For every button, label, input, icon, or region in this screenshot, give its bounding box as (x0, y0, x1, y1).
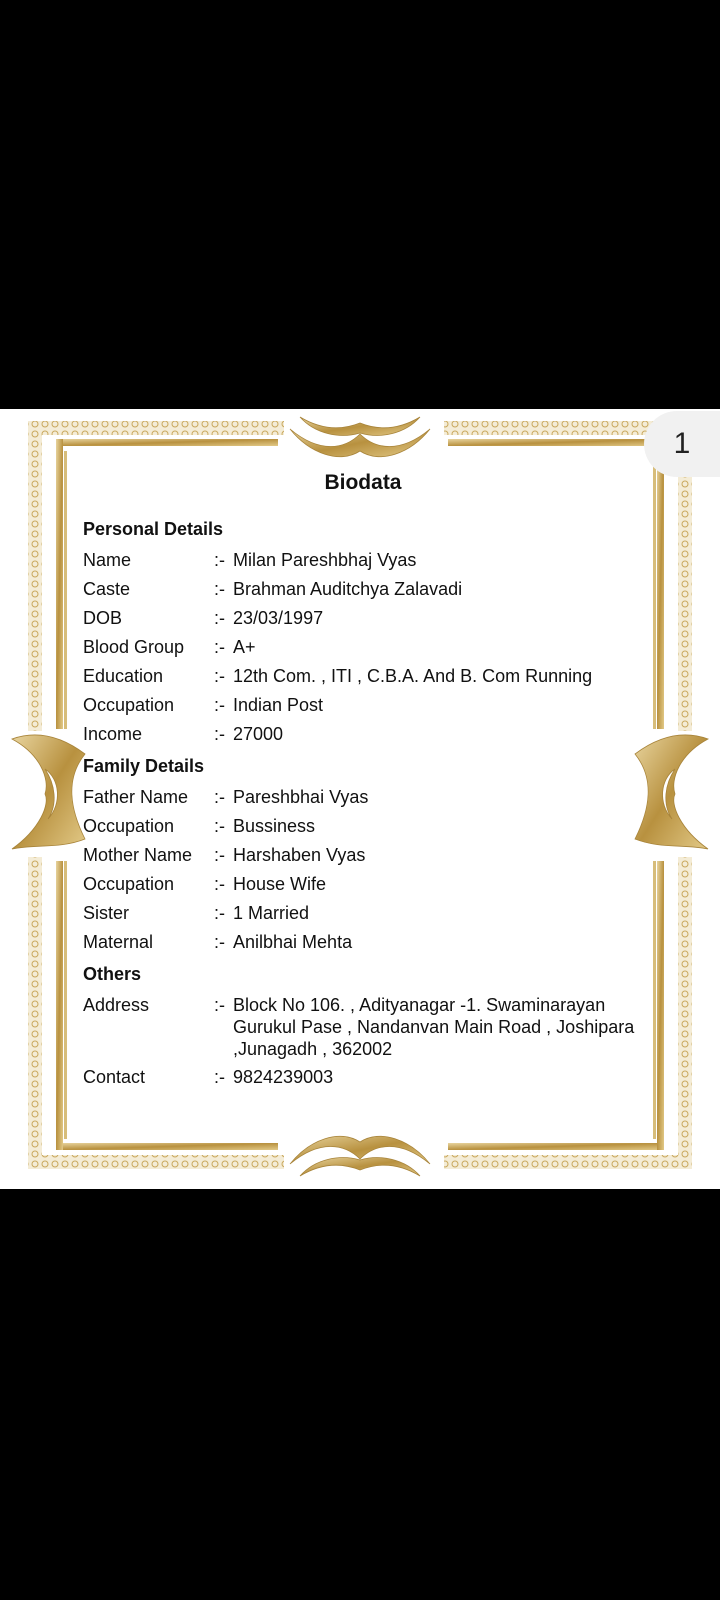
label-caste: Caste (83, 579, 131, 599)
label-maternal: Maternal (83, 932, 154, 952)
label-father-occupation: Occupation (83, 816, 175, 836)
value-contact: 9824239003 (233, 1067, 334, 1087)
value-name: Milan Pareshbhaj Vyas (233, 550, 417, 570)
value-mother-name: Harshaben Vyas (233, 845, 366, 865)
label-blood-group: Blood Group (83, 637, 185, 657)
separator: :- (214, 845, 225, 865)
label-address: Address (83, 995, 150, 1015)
label-sister: Sister (83, 903, 130, 923)
label-name: Name (83, 550, 132, 570)
value-occupation: Indian Post (233, 695, 324, 715)
separator: :- (214, 579, 225, 599)
value-mother-occupation: House Wife (233, 874, 327, 894)
label-education: Education (83, 666, 164, 686)
value-father-name: Pareshbhai Vyas (233, 787, 369, 807)
separator: :- (214, 995, 225, 1015)
separator: :- (214, 932, 225, 952)
separator: :- (214, 637, 225, 657)
section-heading-family: Family Details (83, 756, 205, 776)
value-father-occupation: Bussiness (233, 816, 316, 836)
value-dob: 23/03/1997 (233, 608, 324, 628)
separator: :- (214, 816, 225, 836)
page-title: Biodata (324, 471, 402, 494)
separator: :- (214, 1067, 225, 1087)
label-father-name: Father Name (83, 787, 189, 807)
value-maternal: Anilbhai Mehta (233, 932, 353, 952)
label-dob: DOB (83, 608, 123, 628)
separator: :- (214, 903, 225, 923)
label-income: Income (83, 724, 143, 744)
separator: :- (214, 666, 225, 686)
label-mother-name: Mother Name (83, 845, 193, 865)
value-caste: Brahman Auditchya Zalavadi (233, 579, 463, 599)
section-heading-personal: Personal Details (83, 519, 224, 539)
value-income: 27000 (233, 724, 284, 744)
value-education: 12th Com. , ITI , C.B.A. And B. Com Running (233, 666, 593, 686)
separator: :- (214, 874, 225, 894)
separator: :- (214, 695, 225, 715)
label-occupation: Occupation (83, 695, 175, 715)
section-heading-others: Others (83, 964, 142, 984)
separator: :- (214, 724, 225, 744)
separator: :- (214, 608, 225, 628)
page-number-badge: 1 (644, 411, 720, 477)
label-contact: Contact (83, 1067, 146, 1087)
value-blood-group: A+ (233, 637, 256, 657)
separator: :- (214, 550, 225, 570)
value-sister: 1 Married (233, 903, 310, 923)
value-address: Block No 106. , Adityanagar -1. Swaminarayan Gurukul Pase , Nandanvan Main Road , Joshipara ,Junagadh , 362002 (233, 995, 635, 1059)
separator: :- (214, 787, 225, 807)
label-mother-occupation: Occupation (83, 874, 175, 894)
